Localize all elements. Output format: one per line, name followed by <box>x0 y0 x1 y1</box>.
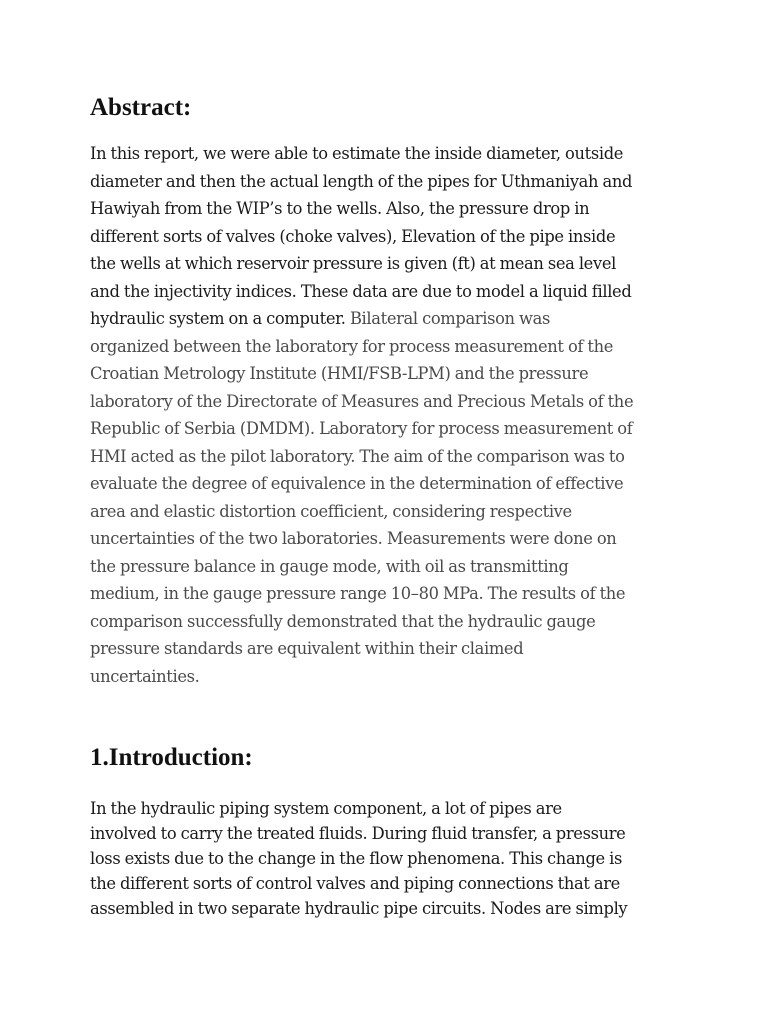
text-run: involved to carry the treated fluids. During fluid transfer, a pressure <box>90 824 626 843</box>
text-run: uncertainties. <box>90 666 200 686</box>
text-line <box>90 580 690 608</box>
text-run: laboratory of the Directorate of Measures and Precious Metals of the <box>90 391 634 411</box>
text-line <box>90 223 690 251</box>
text-line <box>90 360 690 388</box>
text-run: organized between the laboratory for process measurement of the <box>90 336 614 356</box>
text-line <box>90 846 690 871</box>
text-line <box>90 663 690 691</box>
text-run: assembled in two separate hydraulic pipe circuits. Nodes are simply <box>90 899 628 918</box>
text-line <box>90 415 690 443</box>
text-run: pressure standards are equivalent within their claimed <box>90 639 524 658</box>
text-run: the different sorts of control valves and piping connections that are <box>90 874 620 893</box>
text-run: Republic of Serbia (DMDM). Laboratory for process measurement of <box>90 419 633 438</box>
text-run: loss exists due to the change in the flow phenomena. This change is <box>90 849 622 868</box>
text-line <box>90 250 690 278</box>
abstract-heading: Abstract: <box>90 94 192 121</box>
text-run: HMI acted as the pilot laboratory. The aim of the comparison was to <box>90 446 625 466</box>
text-run: the pressure balance in gauge mode, with oil as transmitting <box>90 556 569 576</box>
text-run: medium, in the gauge pressure range 10–80 MPa. The results of the <box>90 584 626 603</box>
text-run: comparison successfully demonstrated that the hydraulic gauge <box>90 611 596 631</box>
text-line <box>90 140 690 168</box>
text-run: uncertainties of the two laboratories. Measurements were done on <box>90 529 617 548</box>
text-line <box>90 168 690 196</box>
text-run: evaluate the degree of equivalence in the determination of effective <box>90 474 624 493</box>
text-run: Hawiyah from the WIP’s to the wells. Also, the pressure drop in <box>90 199 590 218</box>
text-line <box>90 525 690 553</box>
text-line <box>90 278 690 306</box>
text-line <box>90 553 690 581</box>
text-line <box>90 608 690 636</box>
text-run: In the hydraulic piping system component, a lot of pipes are <box>90 799 562 818</box>
text-line <box>90 896 690 921</box>
text-run: the wells at which reservoir pressure is given (ft) at mean sea level <box>90 254 616 273</box>
text-line <box>90 635 690 663</box>
text-run: In this report, we were able to estimate the inside diameter, outside <box>90 144 624 163</box>
text-line <box>90 796 690 821</box>
text-run: and the injectivity indices. These data are due to model a liquid filled <box>90 281 632 301</box>
text-line <box>90 333 690 361</box>
text-line <box>90 443 690 471</box>
text-line <box>90 821 690 846</box>
text-run: diameter and then the actual length of the pipes for Uthmaniyah and <box>90 171 633 191</box>
text-run: different sorts of valves (choke valves), Elevation of the pipe inside <box>90 226 616 246</box>
text-run: Bilateral comparison was <box>349 309 550 328</box>
text-run: area and elastic distortion coefficient, considering respective <box>90 501 572 521</box>
text-run: hydraulic system on a computer. <box>90 309 350 328</box>
text-run: Croatian Metrology Institute (HMI/FSB-LPM) and the pressure <box>90 364 589 383</box>
abstract-paragraph <box>90 140 690 690</box>
text-line <box>90 871 690 896</box>
text-line <box>90 195 690 223</box>
text-line <box>90 305 690 333</box>
introduction-paragraph <box>90 796 690 921</box>
introduction-heading: 1.Introduction: <box>90 744 253 771</box>
text-line <box>90 388 690 416</box>
text-line <box>90 498 690 526</box>
text-line <box>90 470 690 498</box>
